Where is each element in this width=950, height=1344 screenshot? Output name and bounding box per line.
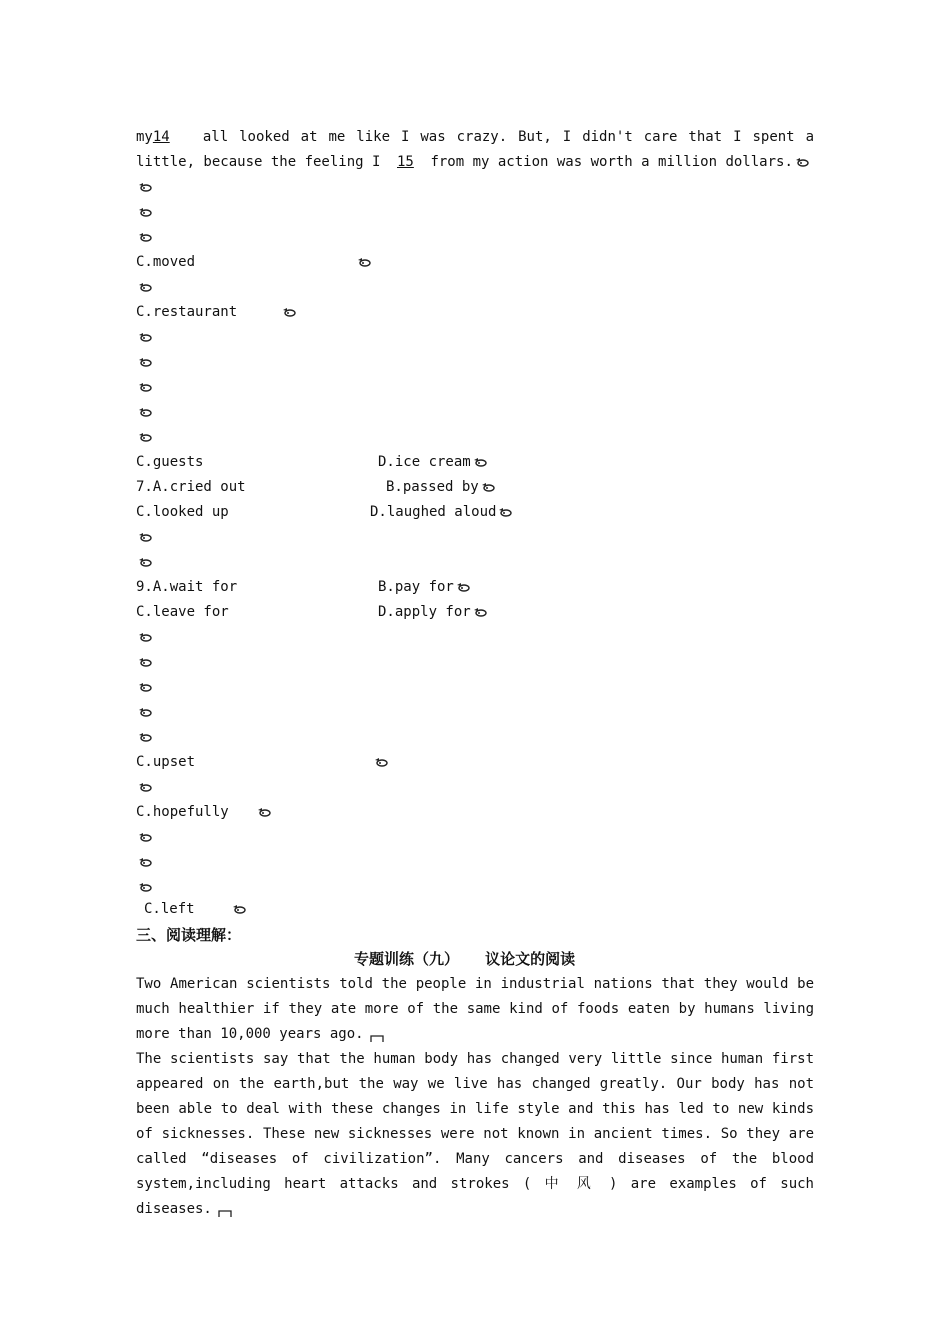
paragraph-mark-icon [137,681,153,693]
reading-line [136,1024,384,1044]
paragraph-mark-icon [137,731,153,743]
reading-line: Two American scientists told the people in industrial nations that they would be [136,976,814,992]
empty-line [136,627,153,647]
empty-line [136,677,153,697]
reading-line: been able to deal with these changes in life style and this has led to new kinds [136,1101,814,1117]
empty-line [136,227,153,247]
option-text: D.apply for [378,604,471,620]
paragraph-mark-icon [497,506,513,518]
empty-line [136,727,153,747]
empty-line [136,177,153,197]
paragraph-mark-icon [137,281,153,293]
empty-line [136,202,153,222]
empty-line [136,277,153,297]
paragraph-mark-icon [281,306,297,318]
option-line [386,477,496,497]
text: my [136,129,153,145]
paragraph-mark-icon [137,381,153,393]
reading-line: appeared on the earth,but the way we live has changed greatly. Our body has not [136,1076,814,1092]
line-break-mark-icon [218,1204,232,1214]
reading-line [136,1199,232,1219]
empty-line [136,377,153,397]
option-line [136,602,229,622]
paragraph-mark-icon [137,631,153,643]
empty-line [136,527,153,547]
option-line [136,752,195,772]
option-line [378,577,471,597]
text: little, because the feeling I [136,154,381,170]
option-text: B.passed by [386,479,479,495]
empty-line [136,702,153,722]
option-line [136,802,229,822]
paragraph-mark-icon [137,356,153,368]
section-heading: 三、阅读理解： [136,926,242,944]
paragraph-mark-icon [231,903,247,915]
option-line [136,477,246,497]
option-line [144,899,195,919]
paragraph-mark-icon [137,206,153,218]
option-text: C.upset [136,754,196,770]
option-line [378,452,488,472]
paragraph-mark-icon [137,531,153,543]
passage-line-1 [136,127,814,147]
empty-line [136,777,153,797]
paragraph-mark-icon [480,481,496,493]
empty-line [136,877,153,897]
option-text: 7.A.cried out [136,479,246,495]
empty-line [136,402,153,422]
option-text: C.moved [136,254,196,270]
paragraph-mark-icon [356,256,372,268]
reading-line: The scientists say that the human body has changed very little since human first [136,1051,814,1067]
reading-line: much healthier if they ate more of the same kind of foods eaten by humans living [136,1001,814,1017]
option-line [136,302,237,322]
option-line [136,452,203,472]
paragraph-mark-icon [137,881,153,893]
reading-line: called “diseases of civilization”. Many cancers and diseases of the blood [136,1151,814,1167]
option-line [136,577,237,597]
blank-14: 14 [152,129,170,145]
text: diseases. [136,1201,212,1217]
option-text: C.hopefully [136,804,229,820]
empty-line [136,327,153,347]
paragraph-mark-icon [137,406,153,418]
option-line [370,502,513,522]
paragraph-mark-icon [794,156,810,168]
paragraph-mark-icon [256,806,272,818]
reading-line: of sicknesses. These new sicknesses were not known in ancient times. So they are [136,1126,814,1142]
line-break-mark-icon [370,1029,384,1039]
paragraph-mark-icon [137,181,153,193]
paragraph-mark-icon [137,781,153,793]
empty-line [136,552,153,572]
empty-line [136,652,153,672]
paragraph-mark-icon [137,556,153,568]
paragraph-mark-icon [373,756,389,768]
empty-line [136,427,153,447]
option-text: C.guests [136,454,204,470]
empty-line [136,352,153,372]
option-text: C.looked up [136,504,229,520]
paragraph-mark-icon [137,856,153,868]
option-line [136,502,229,522]
empty-line [136,852,153,872]
reading-line: system,including heart attacks and strokes ( 中 风 ) are examples of such [136,1176,814,1192]
paragraph-mark-icon [137,431,153,443]
option-text: C.left [144,901,195,917]
passage-line-2 [136,152,810,172]
paragraph-mark-icon [472,606,488,618]
paragraph-mark-icon [455,581,471,593]
text: from my action was worth a million dollars. [430,154,793,170]
option-line [378,602,488,622]
paragraph-mark-icon [137,331,153,343]
blank-15: 15 [397,154,414,170]
paragraph-mark-icon [137,831,153,843]
option-text: B.pay for [378,579,454,595]
option-text: 9.A.wait for [136,579,238,595]
section-title: 专题训练（九） 议论文的阅读 [354,950,576,968]
paragraph-mark-icon [472,456,488,468]
option-line [136,252,195,272]
paragraph-mark-icon [137,706,153,718]
text: all looked at me like I was crazy. But, I didn't care that I spent a [202,129,814,145]
option-text: C.leave for [136,604,229,620]
text: more than 10,000 years ago. [136,1026,364,1042]
option-text: C.restaurant [136,304,238,320]
empty-line [136,827,153,847]
option-text: D.ice cream [378,454,471,470]
paragraph-mark-icon [137,656,153,668]
paragraph-mark-icon [137,231,153,243]
option-text: D.laughed aloud [370,504,497,520]
